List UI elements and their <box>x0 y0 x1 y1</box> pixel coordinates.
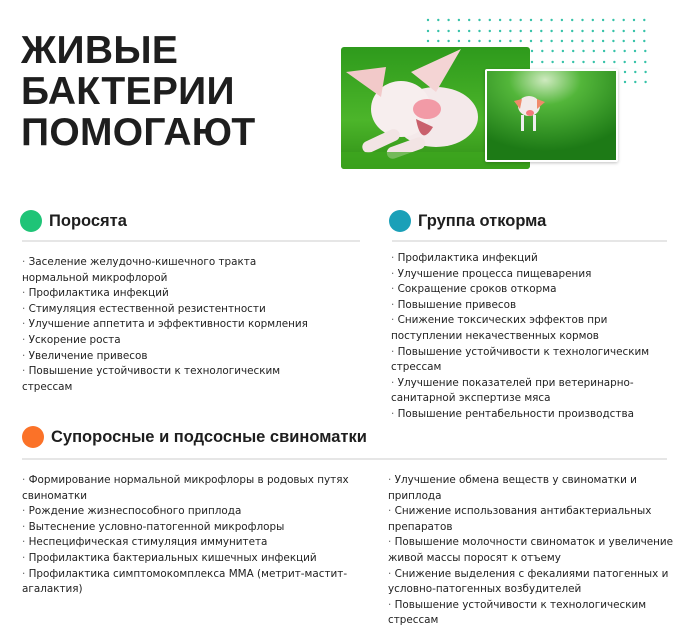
pattern-dot <box>447 30 449 32</box>
pattern-dot <box>458 19 460 21</box>
pattern-dot <box>458 40 460 42</box>
pattern-dot <box>592 40 594 42</box>
pattern-dot <box>478 40 480 42</box>
pattern-dot <box>571 40 573 42</box>
list-item: · Улучшение аппетита и эффективности кормления <box>22 317 322 333</box>
pattern-dot <box>530 40 532 42</box>
piglets-benefits-list <box>22 255 322 395</box>
pattern-dot <box>561 30 563 32</box>
list-item: · Профилактика инфекций <box>22 286 322 302</box>
pattern-dot <box>540 30 542 32</box>
pattern-dot <box>561 40 563 42</box>
list-item: · Сокращение сроков откорма <box>391 282 681 298</box>
pattern-dot <box>509 40 511 42</box>
pattern-dot <box>551 61 553 63</box>
pattern-dot <box>634 81 636 83</box>
fattening-benefits-list <box>391 251 681 423</box>
list-item: · Снижение использования антибактериальных препаратов <box>388 504 680 535</box>
pattern-dot <box>633 19 635 21</box>
sows-benefits-list-right <box>388 473 680 629</box>
pattern-dot <box>478 19 480 21</box>
pattern-dot <box>624 81 626 83</box>
pattern-dot <box>603 61 605 63</box>
pattern-dot <box>612 40 614 42</box>
pattern-dot <box>623 30 625 32</box>
divider <box>22 458 667 460</box>
pattern-dot <box>531 50 533 52</box>
pattern-dot <box>550 40 552 42</box>
pattern-dot <box>489 19 491 21</box>
pattern-dot <box>623 40 625 42</box>
pattern-dot <box>581 30 583 32</box>
list-item: · Повышение устойчивости к технологическим стрессам <box>22 364 322 395</box>
pattern-dot <box>582 61 584 63</box>
pattern-dot <box>644 61 646 63</box>
sows-header <box>22 426 367 448</box>
pattern-dot <box>612 30 614 32</box>
list-item: · Профилактика бактериальных кишечных инфекций <box>22 551 372 567</box>
pattern-dot <box>447 40 449 42</box>
pattern-dot <box>509 30 511 32</box>
fattening-header <box>389 210 546 232</box>
pattern-dot <box>582 50 584 52</box>
divider <box>22 240 360 242</box>
pattern-dot <box>633 30 635 32</box>
pattern-dot <box>447 19 449 21</box>
list-item: · Снижение выделения с фекалиями патогенных и условно-патогенных возбудителей <box>388 567 680 598</box>
pattern-dot <box>551 50 553 52</box>
list-item: · Повышение устойчивости к технологическим стрессам <box>391 345 681 376</box>
pattern-dot <box>427 30 429 32</box>
pattern-dot <box>643 40 645 42</box>
pattern-dot <box>643 19 645 21</box>
pattern-dot <box>550 19 552 21</box>
pattern-dot <box>540 19 542 21</box>
pattern-dot <box>571 30 573 32</box>
pattern-dot <box>612 19 614 21</box>
section-title: Супоросные и подсосные свиноматки <box>51 427 367 446</box>
pattern-dot <box>633 40 635 42</box>
pattern-dot <box>623 19 625 21</box>
pattern-dot <box>561 19 563 21</box>
list-item: · Улучшение показателей при ветеринарно-санитарной экспертизе мяса <box>391 376 681 407</box>
list-item: · Повышение молочности свиноматок и увеличение живой массы поросят к отъему <box>388 535 680 566</box>
pattern-dot <box>571 19 573 21</box>
pattern-dot <box>489 40 491 42</box>
pattern-dot <box>562 50 564 52</box>
pattern-dot <box>530 19 532 21</box>
section-title: Группа откорма <box>418 211 547 230</box>
pattern-dot <box>520 30 522 32</box>
pattern-dot <box>572 61 574 63</box>
list-item: · Профилактика симптомокомплекса ММА (метрит-мастит-агалактия) <box>22 567 372 598</box>
list-item: · Профилактика инфекций <box>391 251 681 267</box>
orange-circle-icon <box>22 426 44 448</box>
pattern-dot <box>520 40 522 42</box>
list-item: · Повышение устойчивости к технологическим стрессам <box>388 598 680 629</box>
pattern-dot <box>530 30 532 32</box>
list-item: · Стимуляция естественной резистентности <box>22 302 322 318</box>
pattern-dot <box>541 50 543 52</box>
teal-circle-icon <box>389 210 411 232</box>
pattern-dot <box>643 30 645 32</box>
list-item: · Заселение желудочно-кишечного тракта нормальной микрофлорой <box>22 255 322 286</box>
title-line: БАКТЕРИИ <box>21 70 235 113</box>
title-line: ПОМОГАЮТ <box>21 111 256 154</box>
pattern-dot <box>427 40 429 42</box>
pattern-dot <box>634 61 636 63</box>
list-item: · Ускорение роста <box>22 333 322 349</box>
pattern-dot <box>592 19 594 21</box>
pattern-dot <box>602 40 604 42</box>
pattern-dot <box>634 50 636 52</box>
pattern-dot <box>550 30 552 32</box>
list-item: · Улучшение обмена веществ у свиноматки и приплода <box>388 473 680 504</box>
pattern-dot <box>509 19 511 21</box>
pattern-dot <box>468 19 470 21</box>
pattern-dot <box>437 19 439 21</box>
list-item: · Рождение жизнеспособного приплода <box>22 504 372 520</box>
pattern-dot <box>602 30 604 32</box>
list-item: · Улучшение процесса пищеварения <box>391 267 681 283</box>
list-item: · Снижение токсических эффектов при поступлении некачественных кормов <box>391 313 681 344</box>
pattern-dot <box>499 19 501 21</box>
list-item: · Увеличение привесов <box>22 349 322 365</box>
pattern-dot <box>499 30 501 32</box>
list-item: · Повышение рентабельности производства <box>391 407 681 423</box>
pattern-dot <box>634 71 636 73</box>
divider <box>392 240 667 242</box>
pattern-dot <box>499 40 501 42</box>
pattern-dot <box>624 61 626 63</box>
pattern-dot <box>489 30 491 32</box>
pattern-dot <box>613 50 615 52</box>
list-item: · Повышение привесов <box>391 298 681 314</box>
pattern-dot <box>540 40 542 42</box>
title-line: ЖИВЫЕ <box>21 29 179 72</box>
pattern-dot <box>593 61 595 63</box>
section-title: Поросята <box>49 211 127 230</box>
pattern-dot <box>520 19 522 21</box>
list-item: · Вытеснение условно-патогенной микрофлоры <box>22 520 372 536</box>
pattern-dot <box>437 30 439 32</box>
list-item: · Формирование нормальной микрофлоры в родовых путях свиноматки <box>22 473 372 504</box>
pattern-dot <box>437 40 439 42</box>
pattern-dot <box>427 19 429 21</box>
pattern-dot <box>468 30 470 32</box>
pattern-dot <box>478 30 480 32</box>
pattern-dot <box>593 50 595 52</box>
list-item: · Неспецифическая стимуляция иммунитета <box>22 535 372 551</box>
pattern-dot <box>562 61 564 63</box>
pattern-dot <box>644 81 646 83</box>
pattern-dot <box>458 30 460 32</box>
pattern-dot <box>613 61 615 63</box>
pattern-dot <box>592 30 594 32</box>
pattern-dot <box>541 61 543 63</box>
pattern-dot <box>581 19 583 21</box>
pattern-dot <box>603 50 605 52</box>
green-circle-icon <box>20 210 42 232</box>
pattern-dot <box>468 40 470 42</box>
piglet-photo-small <box>485 69 618 162</box>
pattern-dot <box>624 71 626 73</box>
pattern-dot <box>602 19 604 21</box>
sows-benefits-list-left <box>22 473 372 598</box>
piglets-header <box>20 210 127 232</box>
pattern-dot <box>644 71 646 73</box>
pattern-dot <box>644 50 646 52</box>
pattern-dot <box>572 50 574 52</box>
pattern-dot <box>624 50 626 52</box>
pattern-dot <box>531 61 533 63</box>
pattern-dot <box>581 40 583 42</box>
